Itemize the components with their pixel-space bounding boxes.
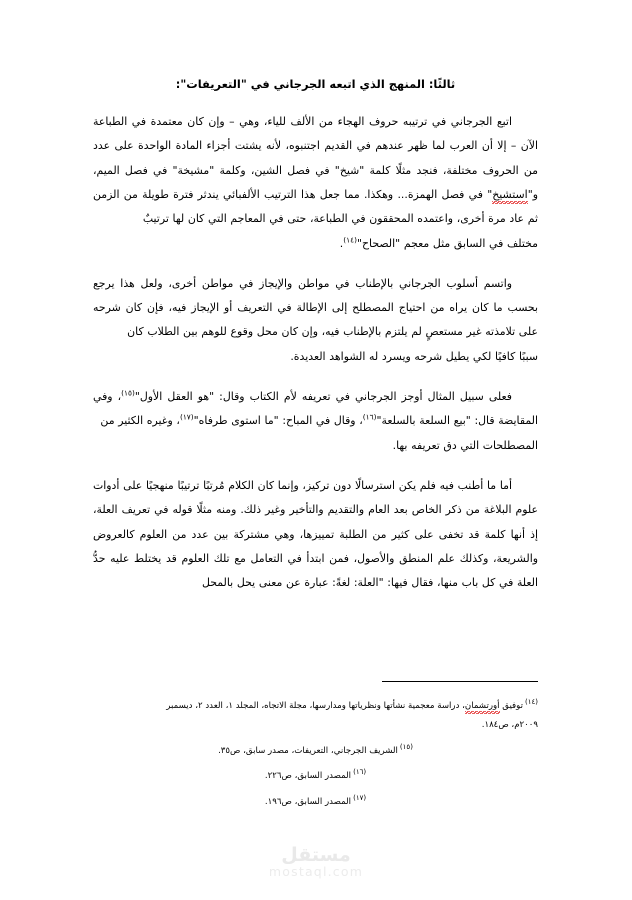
footnote-14-text-b: ، دراسة معجمية نشأتها ونظرياتها ومدارسها، مجلة الاتجاه، المجلد ١، العدد ٢، ديسمبر [166,701,465,711]
footnote-separator-rule [382,681,538,682]
footnote-ref-14[interactable]: (١٤) [343,234,357,244]
footnote-number-15: (١٥) [399,742,413,751]
paragraph-1-tail-end: . [339,236,344,250]
watermark-latin-text: mostaql.com [268,864,364,879]
paragraph-1-last-line [93,232,538,256]
body-paragraph-3 [93,385,538,458]
footnote-17-text: المصدر السابق، ص١٩٦. [264,796,352,807]
paragraph-3-text-b: ، وفي المقايضة قال: "بيع السلعة بالسلعة" [93,390,538,428]
footnote-item-15 [93,742,538,761]
footnote-number-17: (١٧) [353,793,367,802]
body-paragraph-4: أما ما أطنب فيه فلم يكن استرسالًا دون تركيز، وإنما كان الكلام مُرتبًا ترتيبًا منهجيًا على أدوات علوم البلاغة من ذكر الخاص بعد العام والتقديم والتأخير وغير ذلك. ومنه مثلًا قوله في تعريف العلة، إذ أنها كلمة قد تخفى على كثير من الطلبة تمييزها، وهي مشتركة بين عدد من العلوم كالعروض والشريعة، وكذلك علم المنطق والأصول، فمن ابتدأ في التعامل مع تلك العلوم قد يختلط عليه حدُّ العلة في كل باب منها، فقال فيها: "العلة: لغةً: عبارة عن معنى يحل بالمحل [93,478,538,590]
paragraph-2-text: واتسم أسلوب الجرجاني بالإطناب في مواطن والإيجاز في مواطن أخرى، ولعل هذا يرجع بحسب ما كان يراه من احتياج المصطلح إلى الإطالة في التعريف أو الإيجاز فيه، فإن كان شرحه على تلامذته غير مستعصٍ لم يلتزم بالإطناب فيه، وإن كان محل وقوع للوهم بين الطلاب كان [93,276,538,339]
footnote-item-14 [93,697,538,735]
footnotes-section [93,697,538,818]
footnote-ref-17[interactable]: (١٧) [179,412,194,422]
footnote-ref-16[interactable]: (١٦) [362,412,377,422]
footnote-number-16: (١٦) [353,768,367,777]
paragraph-3-text-c: ، وقال في المباح: "ما استوى طرفاه" [193,414,363,428]
footnote-15-text: الشريف الجرجاني، التعريفات، مصدر سابق، ص٣٥. [218,745,398,756]
paragraph-3-last-line: المصطلحات التي دق تعريفه بها. [392,438,538,452]
footnote-item-17 [93,793,538,812]
misspelled-word-istashyakh: استشيخ [492,188,528,201]
paragraph-1-tail-text: مختلف في السابق مثل معجم "الصحاح" [356,236,538,250]
page-title: ثالثًا: المنهج الذي اتبعه الجرجاني في "التعريفات": [175,77,456,91]
paragraph-2-last-line: سببًا كافيًا لكي يطيل شرحه ويسرد له الشواهد العديدة. [290,349,538,363]
watermark-arabic-logo: مستقل [281,844,351,866]
paragraph-1-text-b: " في فصل الهمزة... وهكذا. مما جعل هذا الترتيب الألفبائي يندثر فترة طويلة من الزمن ثم عاد مرة أخرى، واعتمده المحققون في الطباعة، حتى في المعاجم التي كان لها ترتيبٌ [93,188,538,226]
footnote-number-14: (١٤) [525,698,538,707]
footnote-item-16 [93,767,538,786]
footnote-14-last-line: ٢٠٠٩م، ص١٨٤. [481,720,538,730]
paragraph-3-text-a: فعلى سبيل المثال أوجز الجرجاني في تعريفه لأم الكتاب وقال: "هو العقل الأول" [134,390,512,404]
paragraph-1-text-a: اتبع الجرجاني في ترتيبه حروف الهجاء من الألف للياء، وهي – وإن كان معتمدة في الطباعة الآن – إلا أن العرب لما ظهر عندهم في القديم اجتنبوه، لأنه يشتت أجزاء المادة الواحدة على عدد من الحروف مختلفة، فنجد مثلًا كلمة "شيخ" في فصل الشين، وكلمة "مشيخة" في فصل الميم، و" [93,115,538,201]
footnote-ref-15[interactable]: (١٥) [121,388,135,398]
footnote-16-text: المصدر السابق، ص٢٢٦. [264,771,352,781]
footnote-14-text-a: توفيق [499,701,523,711]
paragraph-3-text-d: ، وغيره الكثير من [100,414,180,428]
misspelled-word-ortschman: أورتشمان [464,701,500,711]
body-paragraph-1 [93,110,538,256]
body-paragraph-2 [93,272,538,369]
page-content-area [93,0,538,900]
